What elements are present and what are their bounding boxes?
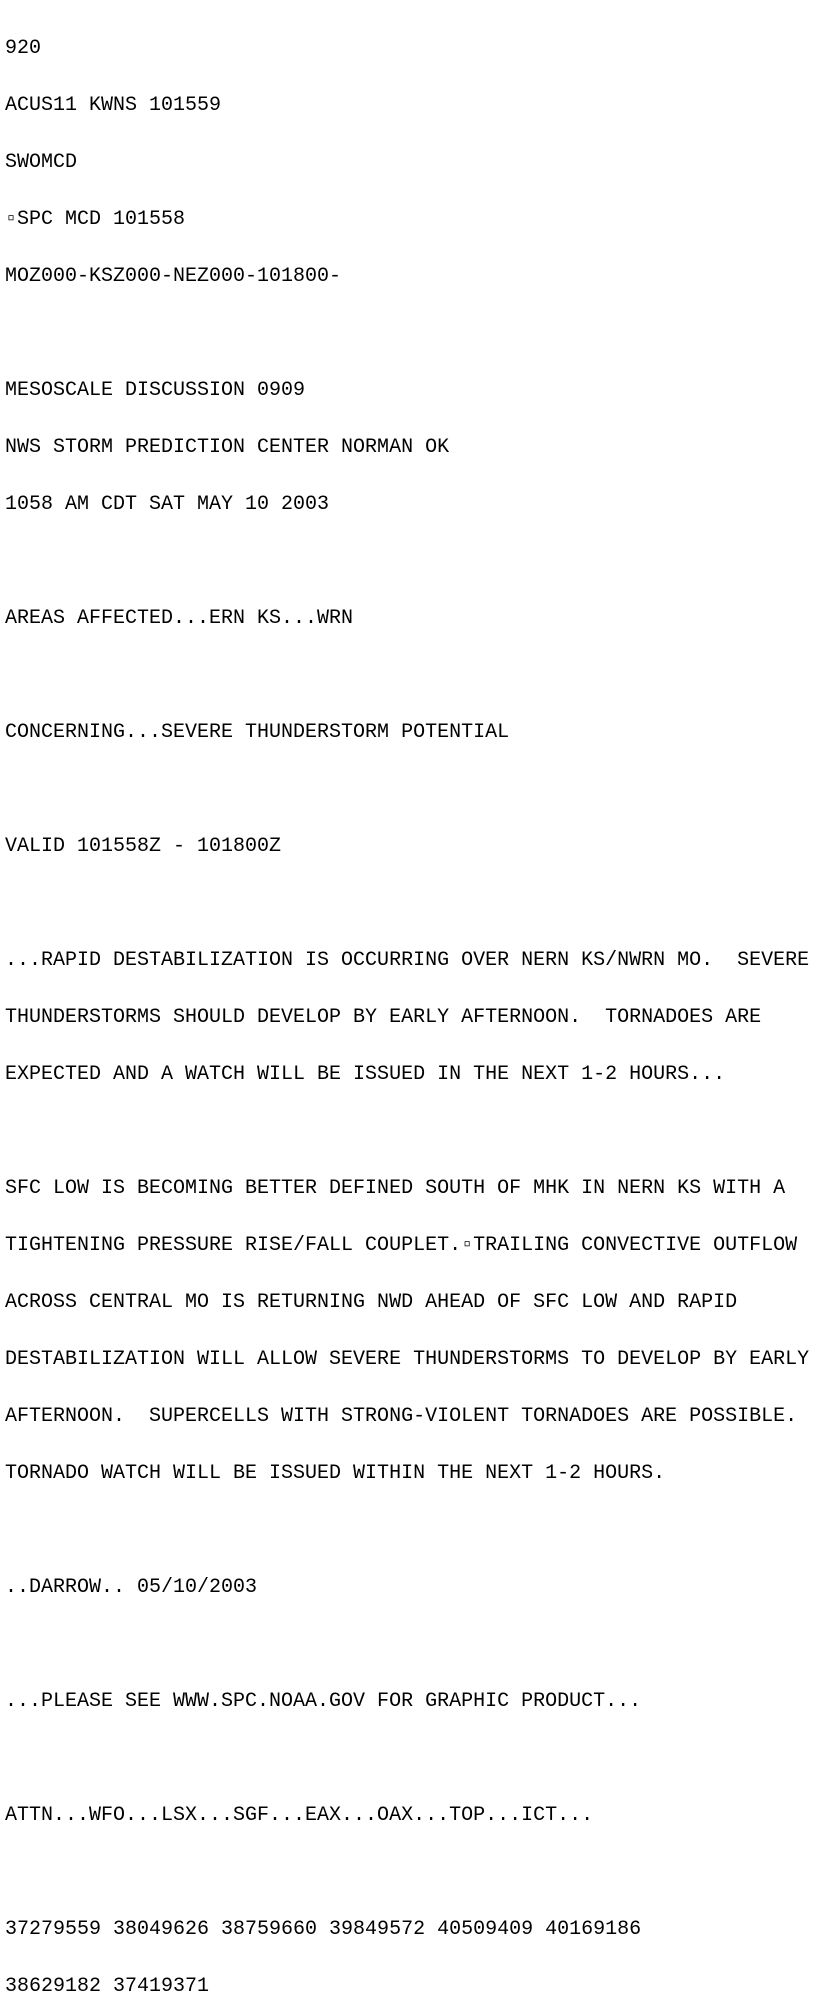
text-line: ...PLEASE SEE WWW.SPC.NOAA.GOV FOR GRAPHIC PRODUCT... xyxy=(5,1690,642,1713)
text-line: 1058 AM CDT SAT MAY 10 2003 xyxy=(5,493,330,516)
blank-line xyxy=(5,780,809,799)
text-line: ▫SPC MCD 101558 xyxy=(5,208,186,231)
blank-line xyxy=(5,894,809,913)
text-line: 38629182 37419371 xyxy=(5,1975,210,1998)
blank-line xyxy=(5,1749,809,1768)
text-line: AREAS AFFECTED...ERN KS...WRN xyxy=(5,607,354,630)
blank-line xyxy=(5,1521,809,1540)
text-line: 37279559 38049626 38759660 39849572 40509409 40169186 xyxy=(5,1918,642,1941)
text-line: VALID 101558Z - 101800Z xyxy=(5,835,282,858)
text-line: ACUS11 KWNS 101559 xyxy=(5,94,222,117)
text-line: NWS STORM PREDICTION CENTER NORMAN OK xyxy=(5,436,450,459)
text-line: SWOMCD xyxy=(5,151,78,174)
text-line: MESOSCALE DISCUSSION 0909 xyxy=(5,379,306,402)
text-line: ..DARROW.. 05/10/2003 xyxy=(5,1576,258,1599)
blank-line xyxy=(5,1863,809,1882)
blank-line xyxy=(5,324,809,343)
blank-line xyxy=(5,1122,809,1141)
blank-line xyxy=(5,666,809,685)
text-line: TORNADO WATCH WILL BE ISSUED WITHIN THE NEXT 1-2 HOURS. xyxy=(5,1462,666,1485)
text-line: CONCERNING...SEVERE THUNDERSTORM POTENTIAL xyxy=(5,721,510,744)
blank-line xyxy=(5,552,809,571)
bulletin-text xyxy=(5,1,809,2015)
text-line: 920 xyxy=(5,37,42,60)
text-line: ...RAPID DESTABILIZATION IS OCCURRING OVER NERN KS/NWRN MO. SEVERE xyxy=(5,949,810,972)
text-line: AFTERNOON. SUPERCELLS WITH STRONG-VIOLENT TORNADOES ARE POSSIBLE. xyxy=(5,1405,798,1428)
text-line: EXPECTED AND A WATCH WILL BE ISSUED IN THE NEXT 1-2 HOURS... xyxy=(5,1063,726,1086)
text-line: DESTABILIZATION WILL ALLOW SEVERE THUNDERSTORMS TO DEVELOP BY EARLY xyxy=(5,1348,810,1371)
text-line: MOZ000-KSZ000-NEZ000-101800- xyxy=(5,265,342,288)
text-line: ACROSS CENTRAL MO IS RETURNING NWD AHEAD OF SFC LOW AND RAPID xyxy=(5,1291,738,1314)
text-line: SFC LOW IS BECOMING BETTER DEFINED SOUTH OF MHK IN NERN KS WITH A xyxy=(5,1177,786,1200)
text-line: ATTN...WFO...LSX...SGF...EAX...OAX...TOP...ICT... xyxy=(5,1804,594,1827)
blank-line xyxy=(5,1635,809,1654)
text-line: TIGHTENING PRESSURE RISE/FALL COUPLET.▫TRAILING CONVECTIVE OUTFLOW xyxy=(5,1234,798,1257)
text-line: THUNDERSTORMS SHOULD DEVELOP BY EARLY AFTERNOON. TORNADOES ARE xyxy=(5,1006,762,1029)
